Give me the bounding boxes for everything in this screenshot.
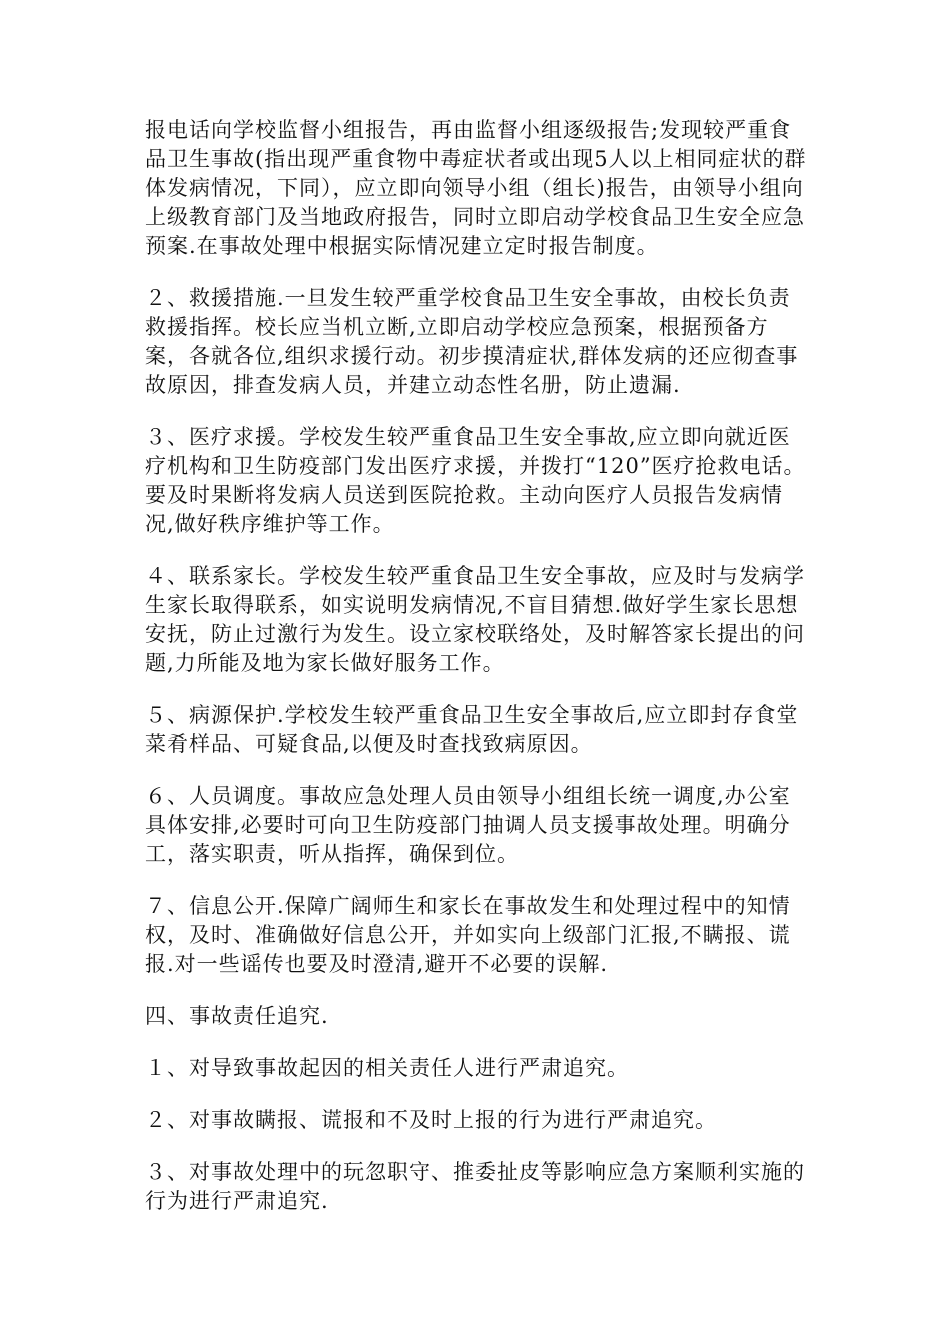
paragraph-staff-dispatch: ６、人员调度。事故应急处理人员由领导小组组长统一调度,办公室具体安排,必要时可向卫生防疫部门抽调人员支援事故处理。明确分工，落实职责，听从指挥，确保到位。 — [145, 784, 791, 866]
paragraph-accountability-3: ３、对事故处理中的玩忽职守、推委扯皮等影响应急方案顺利实施的行为进行严肃追究. — [145, 1160, 805, 1213]
paragraph-medical-aid: ３、医疗求援。学校发生较严重食品卫生安全事故,应立即向就近医疗机构和卫生防疫部门发出医疗求援，并拨打“120”医疗抢救电话。要及时果断将发病人员送到医院抢救。主动向医疗人员报告发病情况,做好秩序维护等工作。 — [145, 425, 806, 536]
paragraph-reporting: 报电话向学校监督小组报告，再由监督小组逐级报告;发现较严重食品卫生事故(指出现严重食物中毒症状者或出现5人以上相同症状的群体发病情况，下同），应立即向领导小组（组长)报告，由领导小组向上级教育部门及当地政府报告，同时立即启动学校食品卫生安全应急预案.在事故处理中根据实际情况建立定时报告制度。 — [145, 118, 807, 258]
section-heading-accountability: 四、事故责任追究. — [145, 1004, 329, 1028]
paragraph-accountability-1: １、对导致事故起因的相关责任人进行严肃追究。 — [145, 1056, 629, 1080]
paragraph-contact-parents: ４、联系家长。学校发生较严重食品卫生安全事故，应及时与发病学生家长取得联系，如实说明发病情况,不盲目猜想.做好学生家长思想安抚，防止过激行为发生。设立家校联络处，及时解答家长提出的问题,力所能及地为家长做好服务工作。 — [145, 564, 805, 675]
paragraph-accountability-2: ２、对事故瞒报、谎报和不及时上报的行为进行严肃追究。 — [145, 1108, 717, 1132]
paragraph-information-disclosure: ７、信息公开.保障广阔师生和家长在事故发生和处理过程中的知情权，及时、准确做好信息公开，并如实向上级部门汇报,不瞒报、谎报.对一些谣传也要及时澄清,避开不必要的误解. — [145, 894, 791, 976]
document-page — [145, 116, 807, 1239]
paragraph-source-protection: ５、病源保护.学校发生较严重食品卫生安全事故后,应立即封存食堂菜肴样品、可疑食品,以便及时查找致病原因。 — [145, 703, 799, 756]
paragraph-rescue-measures: ２、救援措施.一旦发生较严重学校食品卫生安全事故，由校长负责救援指挥。校长应当机立断,立即启动学校应急预案，根据预备方案，各就各位,组织求援行动。初步摸清症状,群体发病的还应彻查事故原因，排查发病人员，并建立动态性名册，防止遗漏. — [145, 286, 799, 397]
